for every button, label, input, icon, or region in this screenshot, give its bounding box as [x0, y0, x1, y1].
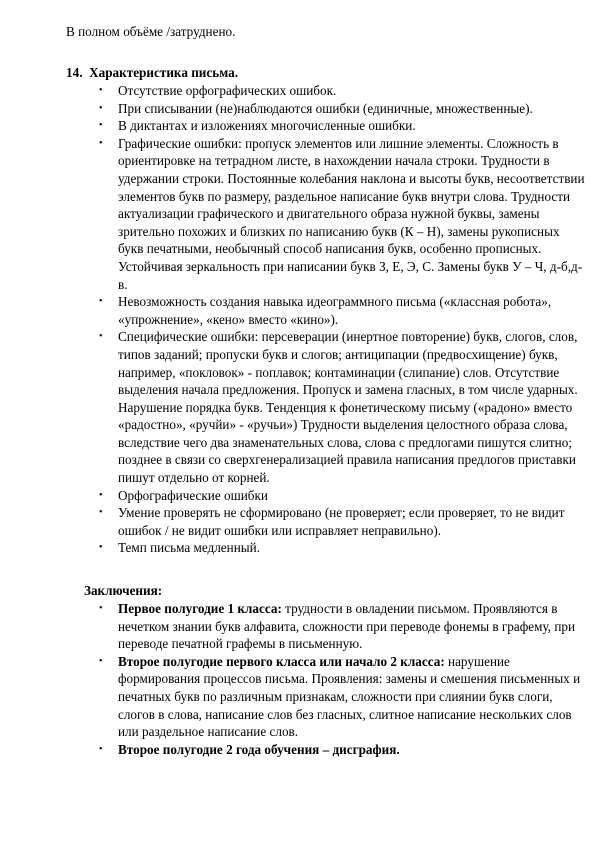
list-item: • Второе полугодие первого класса или начало 2 класса: нарушение формирования процессов письма. Проявления: замены и смешения письменных и печатных букв по различным признакам, сложности при слиянии букв слоги, слогов в слова, написание слов без гласных, слитное написание нескольких слов или раздельное написание слов.: [99, 653, 581, 740]
bullet-icon: •: [99, 743, 103, 755]
bullet-icon: •: [99, 120, 103, 132]
conclusion-list: [99, 600, 587, 758]
list-item: • Темп письма медленный.: [99, 540, 260, 556]
conclusion-title: Заключения:: [84, 583, 163, 598]
list-item: • Второе полугодие 2 года обучения – дисграфия.: [99, 741, 400, 757]
list-item: • Первое полугодие 1 класса: трудности в овладении письмом. Проявляются в нечетком знании букв алфавита, сложности при переводе фонемы в графему, при переводе печатной графемы в письменную.: [99, 601, 576, 652]
bullet-icon: •: [99, 542, 103, 554]
characteristics-list: [99, 82, 587, 557]
bullet-icon: •: [99, 85, 103, 96]
bullet-icon: •: [99, 507, 103, 519]
section-heading: [66, 64, 238, 82]
list-item: • При списывании (не)наблюдаются ошибки (единичные, множественные).: [99, 100, 533, 116]
bullet-icon: •: [99, 102, 103, 114]
bullet-icon: •: [99, 655, 103, 667]
list-item: • Умение проверять не сформировано (не проверяет; если проверяет, то не видит ошибок / не видит ошибки или исправляет неправильно).: [99, 505, 565, 538]
list-item: • Графические ошибки: пропуск элементов или лишние элементы. Сложность в ориентировке на тетрадном листе, в нахождении начала строки. Трудности в удержании строки. Постоянные колебания наклона и высоты букв, несоответствии элементов букв по размеру, раздельное написание букв внутри слова. Трудности актуализации графического и двигательного образа нужной буквы, замены зрительно похожих и близких по написанию букв (К – Н), замены рукописных букв печатными, необычный способ написания букв, особенно прописных. Устойчивая зеркальность при написании букв З, Е, Э, С. Замены букв У – Ч, д-б,д-в.: [99, 135, 585, 292]
bullet-icon: •: [99, 603, 103, 614]
section-title: Характеристика письма.: [89, 65, 239, 80]
bullet-icon: •: [99, 296, 103, 308]
list-item: • Невозможность создания навыка идеограммного письма («классная робота», «упрожнение», «кено» вместо «кино»).: [99, 294, 552, 327]
list-item: • В диктантах и изложениях многочисленные ошибки.: [99, 118, 416, 134]
list-item: • Отсутствие орфографических ошибок.: [99, 83, 337, 98]
bullet-icon: •: [99, 489, 103, 501]
list-item: • Специфические ошибки: персеверации (инертное повторение) букв, слогов, слов, типов заданий; пропуски букв и слогов; антиципации (предвосхищение) букв, например, «покловок» - поплавок; контаминации (слипание) слов. Отсутствие выделения начала предложения. Пропуск и замена гласных, в том числе ударных. Нарушение порядка букв. Тенденция к фонетическому письму («радоно» вместо «радостно», «ручйи» - «ручьи») Трудности выделения целостного образа слова, вследствие чего два знаменательных слова, слова с предлогами пишутся слитно; позднее в связи со сверхгенерализацией правила написания предлогов приставки пишут отдельно от корней.: [99, 329, 578, 486]
list-item: • Орфографические ошибки: [99, 487, 268, 503]
bullet-icon: •: [99, 137, 103, 149]
section-number: 14.: [66, 65, 83, 80]
top-line: В полном объёме /затруднено.: [66, 24, 236, 39]
bullet-icon: •: [99, 331, 103, 343]
